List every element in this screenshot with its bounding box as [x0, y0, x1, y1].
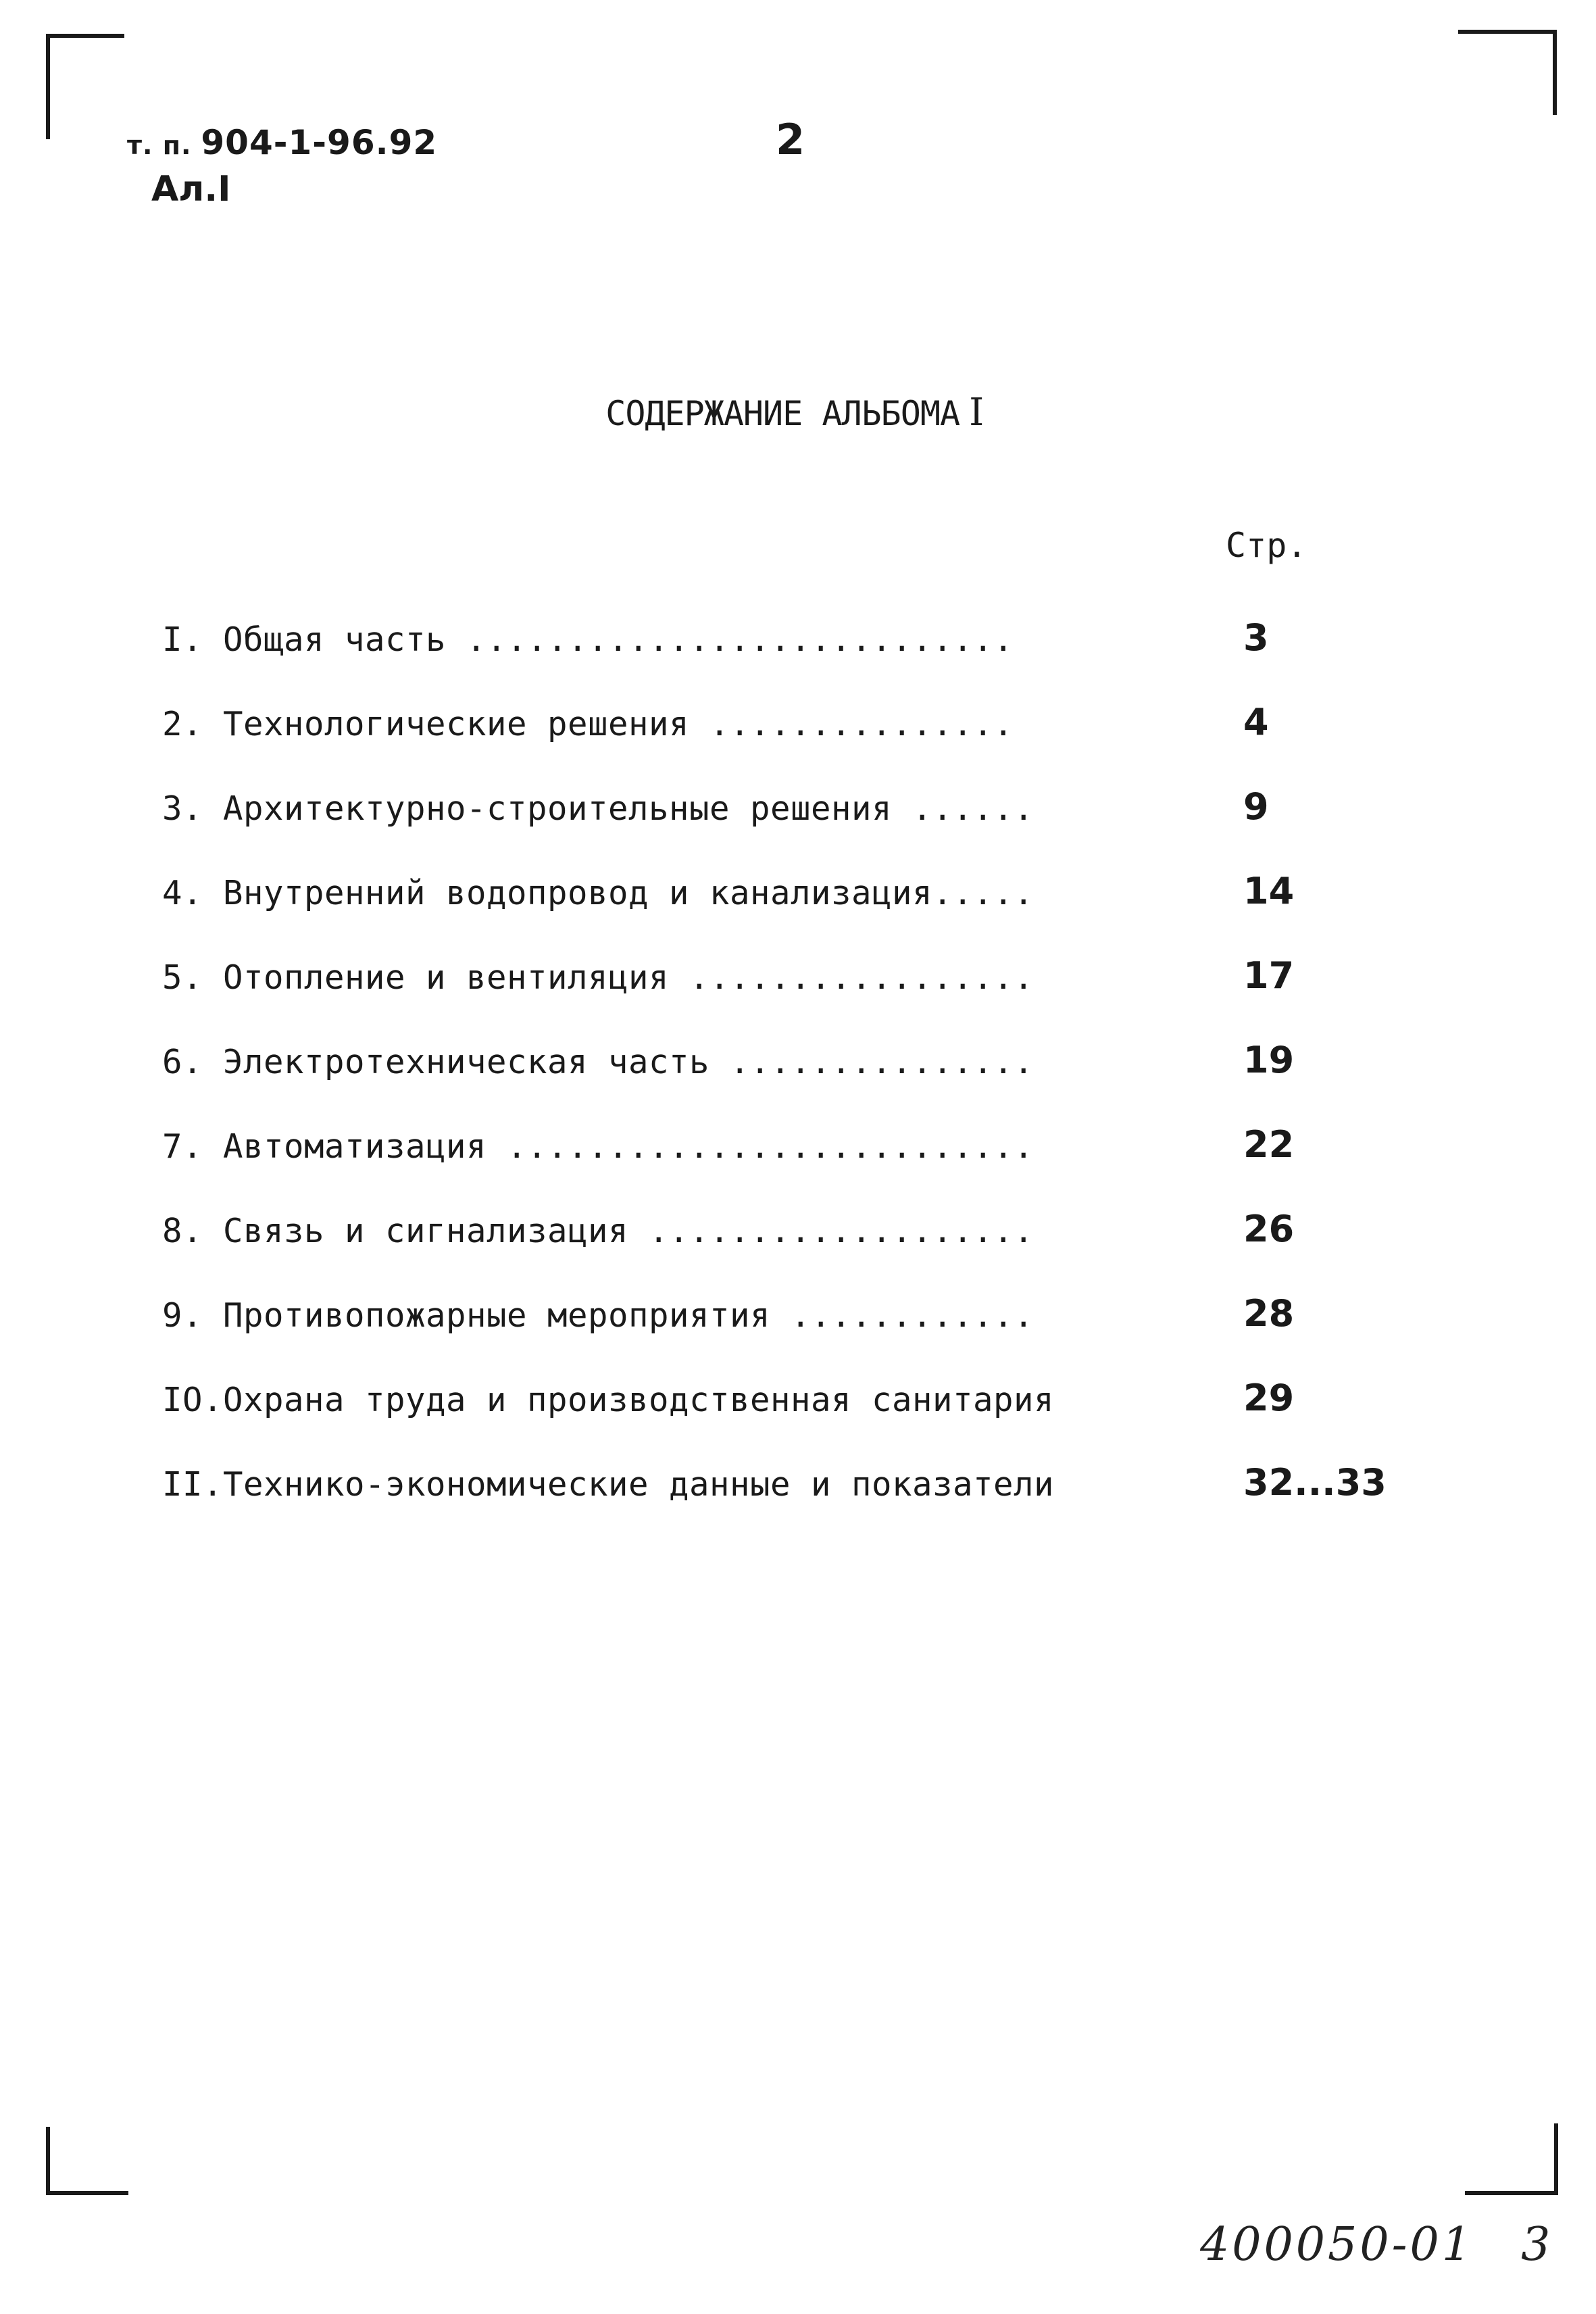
table-of-contents [162, 616, 1405, 1550]
toc-item-page: 32...33 [1243, 1461, 1387, 1504]
toc-item-page: 28 [1243, 1292, 1295, 1335]
page-title [566, 351, 983, 435]
toc-item-page: 17 [1243, 954, 1295, 997]
crop-mark-bottom-right [1465, 2123, 1558, 2195]
toc-item-page: 14 [1243, 870, 1295, 912]
toc-item-page: 19 [1243, 1039, 1295, 1081]
album-label: Ал.I [151, 169, 231, 210]
crop-mark-bottom-left [46, 2127, 128, 2195]
page-title-roman: I [969, 391, 984, 435]
archive-number [1200, 2218, 1553, 2271]
toc-item-text: II.Технико-экономические данные и показатели [162, 1465, 1055, 1504]
toc-item-page: 22 [1243, 1123, 1295, 1166]
toc-item-page: 4 [1243, 701, 1269, 743]
toc-item-page: 26 [1243, 1208, 1295, 1250]
document-code [127, 123, 437, 162]
toc-item [162, 701, 1405, 789]
toc-item-text: 3. Архитектурно-строительные решения ...... [162, 789, 1034, 828]
archive-number-code: 400050-01 [1200, 2218, 1474, 2271]
toc-item-text: 9. Противопожарные мероприятия ............ [162, 1296, 1034, 1335]
document-code-number: 904-1-96.92 [201, 123, 438, 162]
toc-item-text: 5. Отопление и вентиляция ................. [162, 958, 1034, 997]
toc-item-text: 2. Технологические решения ............... [162, 705, 1014, 743]
toc-item [162, 1208, 1405, 1296]
toc-item-page: 3 [1243, 616, 1269, 659]
archive-sheet-number: 3 [1521, 2218, 1553, 2271]
document-code-prefix: т. п. [127, 130, 192, 160]
toc-item-text: 8. Связь и сигнализация ................... [162, 1212, 1034, 1250]
toc-item-text: 7. Автоматизация .......................... [162, 1127, 1034, 1166]
page-column-label: Стр. [1226, 526, 1307, 565]
toc-item [162, 870, 1405, 958]
toc-item-text: 6. Электротехническая часть ............... [162, 1043, 1034, 1081]
toc-item-text: 4. Внутренний водопровод и канализация..... [162, 874, 1034, 912]
page-title-text: СОДЕРЖАНИЕ АЛЬБОМА [605, 394, 960, 433]
page-number: 2 [776, 115, 805, 164]
toc-item [162, 616, 1405, 705]
toc-item [162, 785, 1405, 874]
toc-item [162, 1123, 1405, 1212]
toc-item [162, 1377, 1405, 1465]
toc-item [162, 1039, 1405, 1127]
toc-item-text: I. Общая часть ........................... [162, 620, 1014, 659]
toc-item-text: IO.Охрана труда и производственная санитария [162, 1381, 1055, 1419]
toc-item [162, 954, 1405, 1043]
toc-item [162, 1461, 1405, 1550]
toc-item-page: 29 [1243, 1377, 1295, 1419]
crop-mark-top-right [1458, 30, 1557, 115]
crop-mark-top-left [46, 34, 124, 139]
toc-item-page: 9 [1243, 785, 1269, 828]
toc-item [162, 1292, 1405, 1381]
